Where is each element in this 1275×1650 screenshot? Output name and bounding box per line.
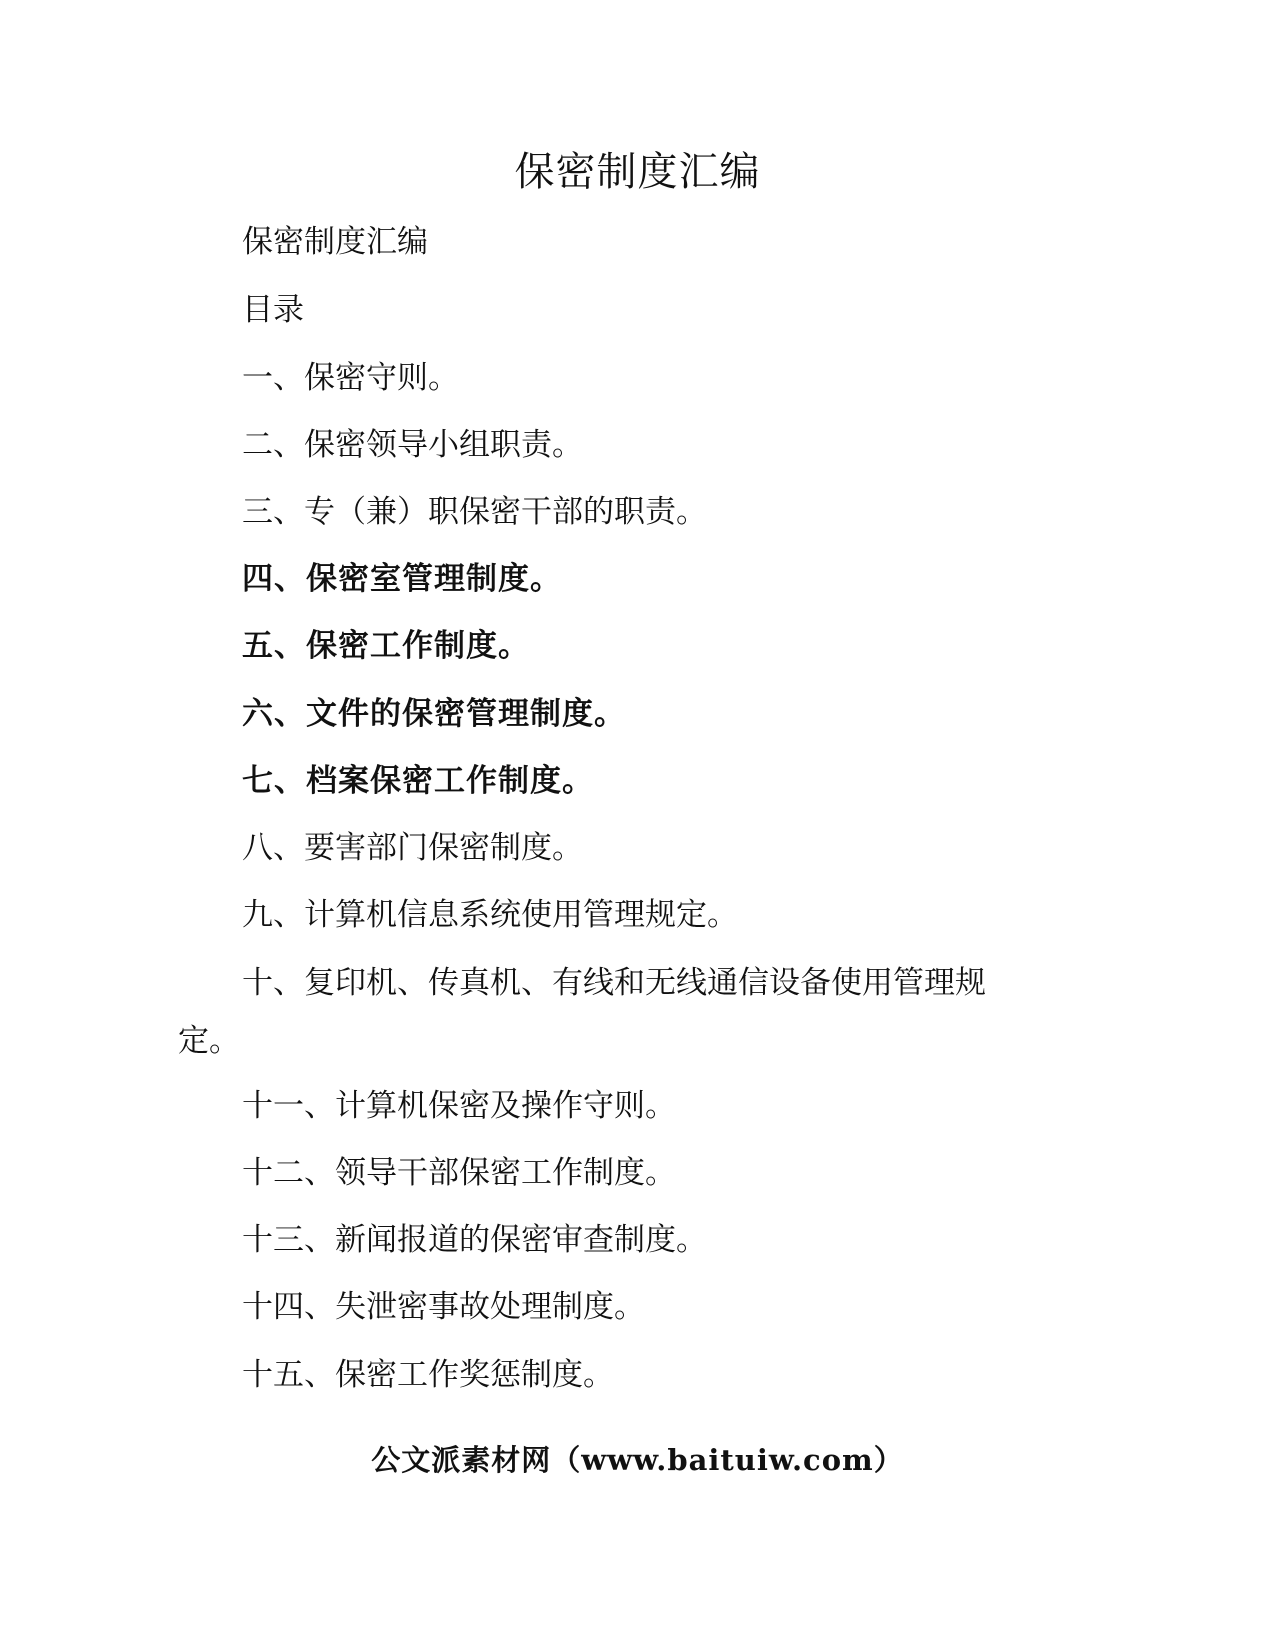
footer-watermark: 公文派素材网（www.baituiw.com） [371, 1443, 904, 1477]
toc-item: 七、档案保密工作制度。 [242, 763, 594, 799]
toc-heading: 目录 [242, 292, 304, 328]
toc-item: 一、保密守则。 [242, 360, 459, 396]
page-title: 保密制度汇编 [514, 149, 761, 195]
toc-item: 五、保密工作制度。 [242, 628, 530, 664]
toc-item: 九、计算机信息系统使用管理规定。 [242, 897, 738, 933]
toc-item: 六、文件的保密管理制度。 [242, 696, 626, 732]
toc-item-line: 十、复印机、传真机、有线和无线通信设备使用管理规 [242, 965, 986, 1001]
toc-item: 十四、失泄密事故处理制度。 [242, 1289, 645, 1325]
document-subtitle: 保密制度汇编 [242, 224, 428, 260]
toc-item-line: 定。 [178, 1023, 240, 1059]
toc-item: 八、要害部门保密制度。 [242, 830, 583, 866]
toc-item: 二、保密领导小组职责。 [242, 427, 583, 463]
toc-item: 三、专（兼）职保密干部的职责。 [242, 494, 707, 530]
toc-item-wrapped [178, 955, 1058, 1069]
toc-item: 十五、保密工作奖惩制度。 [242, 1357, 614, 1393]
toc-item: 十三、新闻报道的保密审查制度。 [242, 1222, 707, 1258]
toc-item: 四、保密室管理制度。 [242, 561, 562, 597]
toc-item: 十二、领导干部保密工作制度。 [242, 1155, 676, 1191]
toc-item: 十一、计算机保密及操作守则。 [242, 1088, 676, 1124]
